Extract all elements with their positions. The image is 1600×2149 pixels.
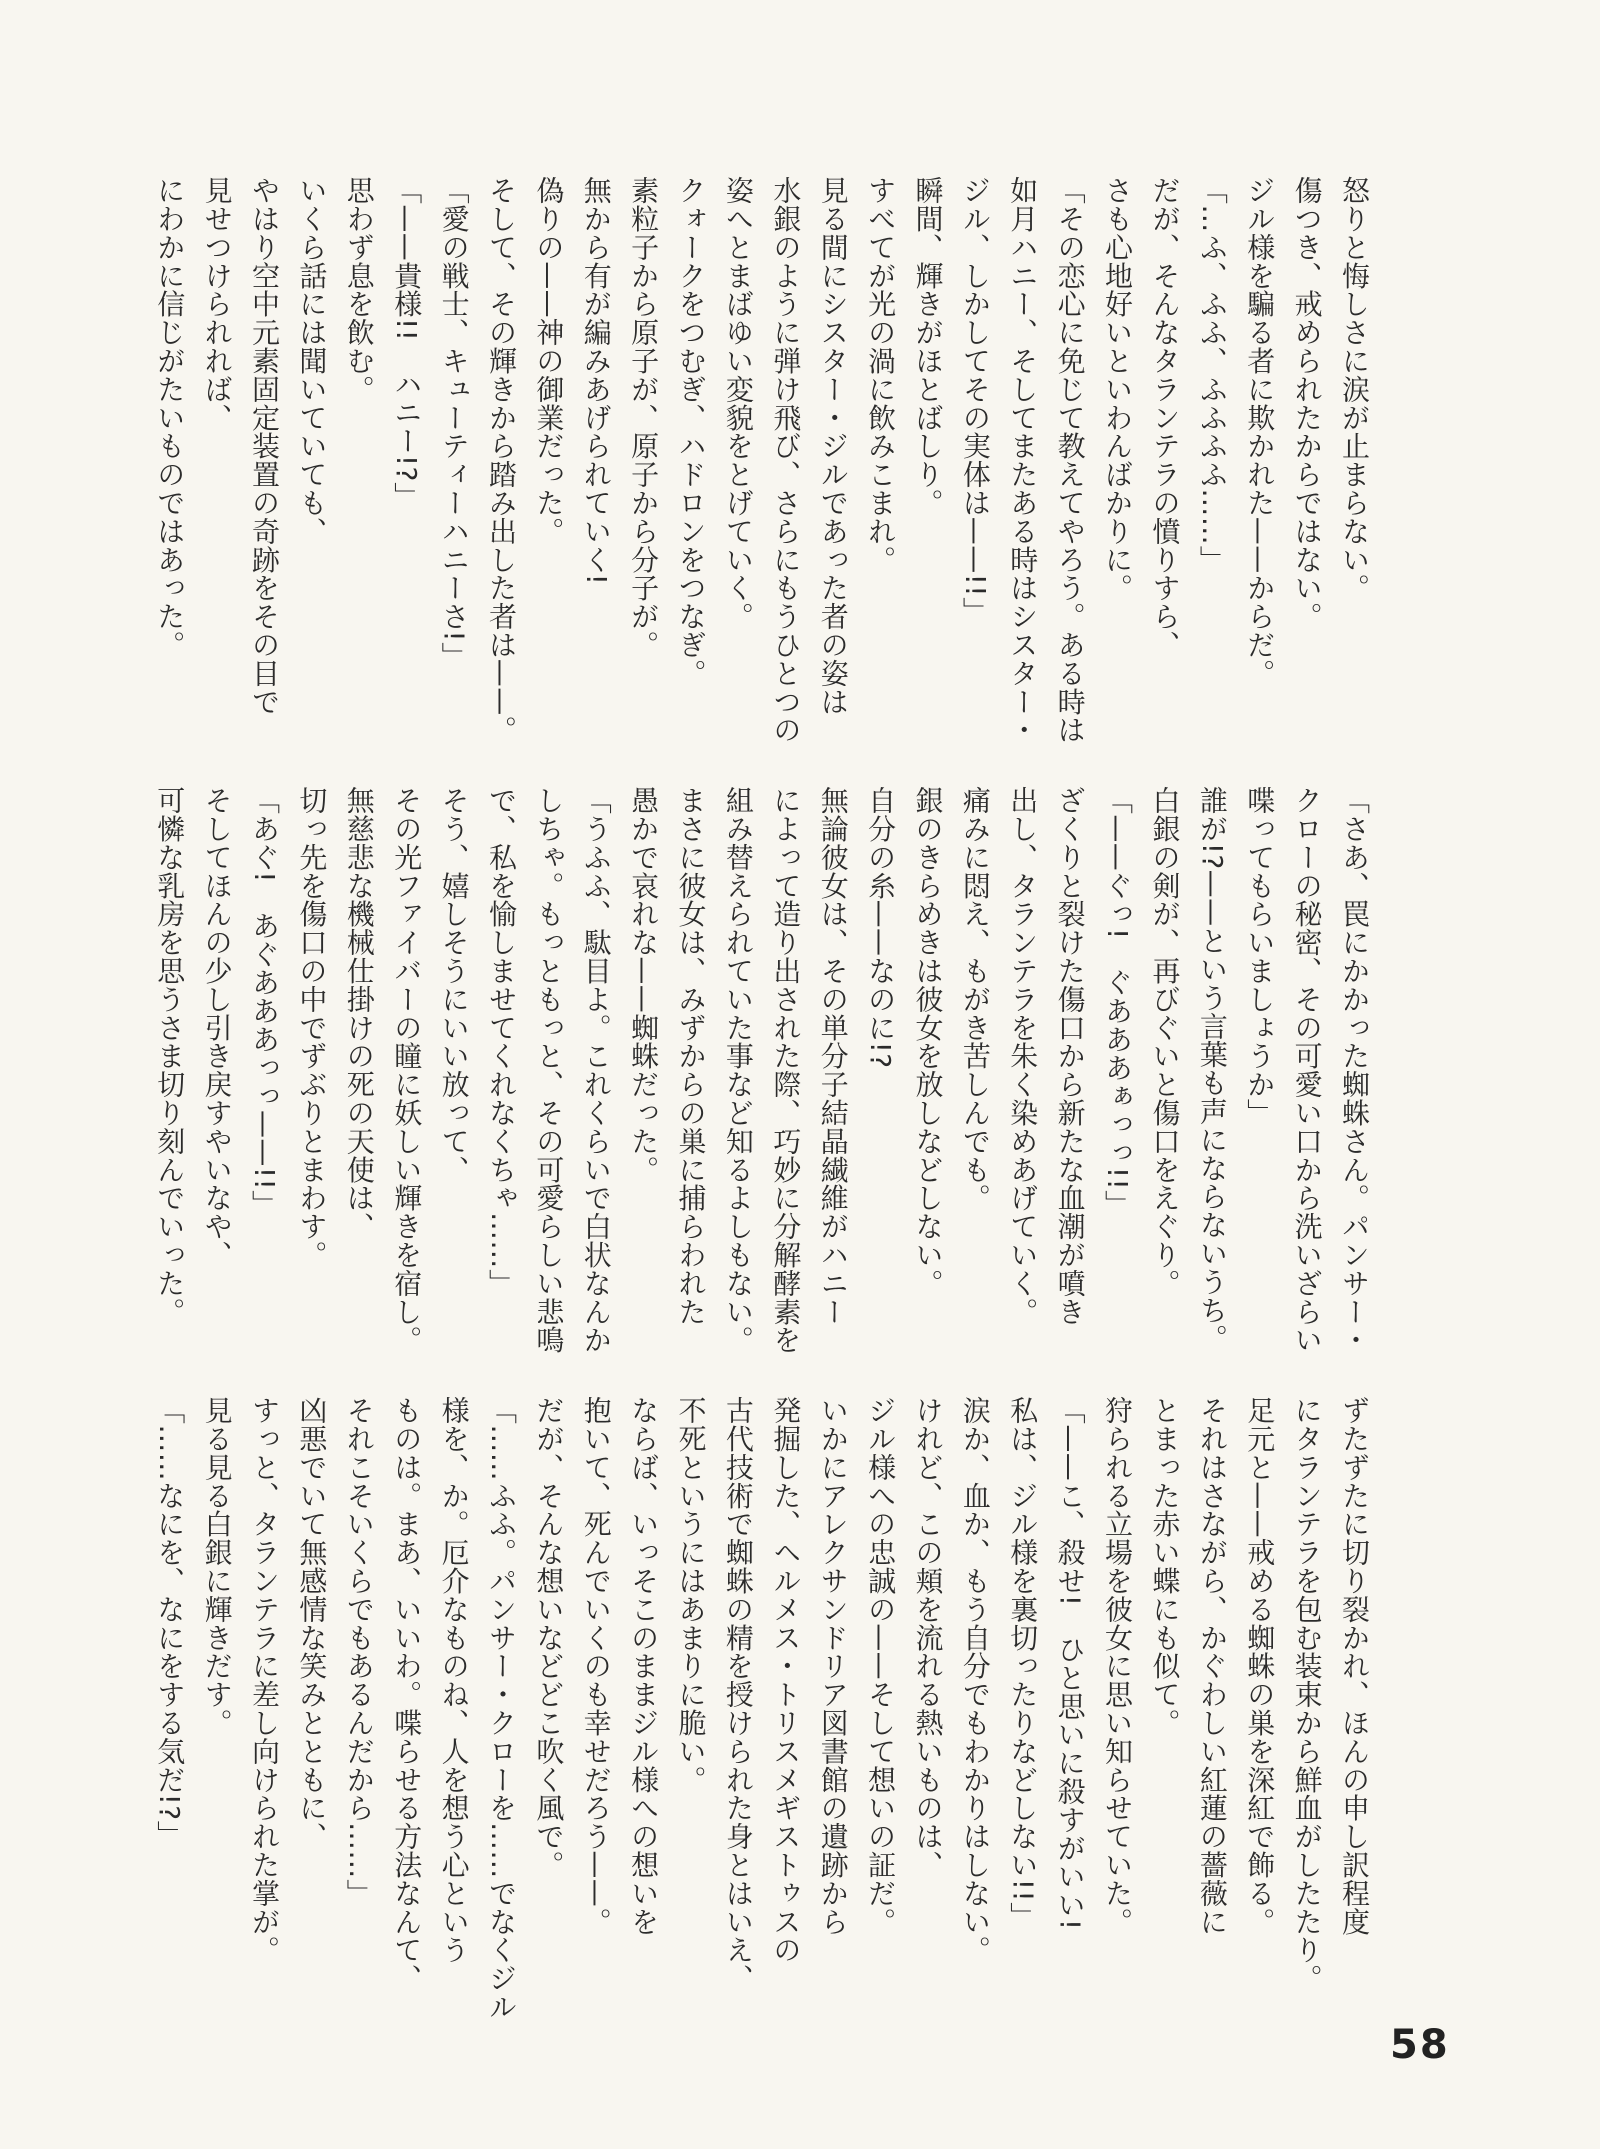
text-line: 水銀のように弾け飛び、さらにもうひとつの	[769, 176, 803, 744]
text-line: によって造り出された際、巧妙に分解酵素を	[769, 786, 803, 1354]
text-line: その光ファイバーの瞳に妖しい輝きを宿し。	[390, 786, 424, 1354]
text-line: 白銀の剣が、再びぐいと傷口をえぐり。	[1148, 786, 1182, 1298]
text-block-top	[145, 176, 1378, 776]
text-line: 瞬間、輝きがほとばしり。	[911, 176, 945, 517]
text-line: ものは。まあ、いいわ。喋らせる方法なんて、	[390, 1396, 424, 1993]
text-line: ジル様を騙る者に欺かれた——からだ。	[1243, 176, 1277, 688]
text-line: まさに彼女は、みずからの巣に捕らわれた	[674, 786, 708, 1326]
text-line: 傷つき、戒められたからではない。	[1290, 176, 1324, 631]
text-line: 古代技術で蜘蛛の精を授けられた身とはいえ、	[721, 1396, 755, 1993]
text-line: 痛みに悶え、もがき苦しんでも。	[958, 786, 992, 1212]
text-line: 怒りと悔しさに涙が止まらない。	[1338, 176, 1371, 602]
text-line: すっと、タランテラに差し向けられた掌が。	[248, 1396, 282, 1964]
text-line: そして、その輝きから踏み出した者は——。	[484, 176, 518, 744]
text-line: そしてほんの少し引き戻すやいなや、	[200, 786, 234, 1269]
text-line: 偽りの——神の御業だった。	[532, 176, 566, 546]
text-block-bottom	[145, 1396, 1378, 2026]
text-line: で、私を愉しませてくれなくちゃ……」	[484, 786, 518, 1298]
text-line: にわかに信じがたいものではあった。	[153, 176, 187, 659]
text-line: 無から有が編みあげられていく!	[579, 176, 613, 586]
text-line: とまった赤い蝶にも似て。	[1148, 1396, 1182, 1737]
text-line: 見る間にシスター・ジルであった者の姿は	[816, 176, 850, 716]
text-line: 「その恋心に免じて教えてやろう。ある時は	[1053, 176, 1087, 744]
text-line: 思わず息を飲む。	[342, 176, 376, 404]
text-line: やはり空中元素固定装置の奇跡をその目で	[248, 176, 282, 716]
text-line: ずたずたに切り裂かれ、ほんの申し訳程度	[1338, 1396, 1371, 1936]
text-line: 「——貴様!! ハニー!?」	[390, 176, 424, 511]
text-line: 狩られる立場を彼女に思い知らせていた。	[1101, 1396, 1135, 1936]
page-number: 58	[1390, 2022, 1450, 2068]
text-line: 「さあ、罠にかかった蜘蛛さん。パンサー・	[1338, 786, 1371, 1354]
text-line: 無論彼女は、その単分子結晶繊維がハニー	[816, 786, 850, 1326]
text-line: 見る見る白銀に輝きだす。	[200, 1396, 234, 1737]
text-line: それこそいくらでもあるんだから……」	[342, 1396, 376, 1908]
text-line: にタランテラを包む装束から鮮血がしたたり。	[1290, 1396, 1324, 1993]
text-line: クローの秘密、その可愛い口から洗いざらい	[1290, 786, 1324, 1354]
text-line: けれど、この頬を流れる熱いものは、	[911, 1396, 945, 1879]
text-line: 涙か、血か、もう自分でもわかりはしない。	[958, 1396, 992, 1964]
text-line: ジル、しかしてその実体は——!!」	[958, 176, 992, 626]
text-line: 切っ先を傷口の中でずぶりとまわす。	[295, 786, 329, 1269]
text-line: 「……ふふ。パンサー・クローを……でなくジル	[484, 1396, 518, 2021]
text-line: 抱いて、死んでいくのも幸せだろう——。	[579, 1396, 613, 1936]
text-line: それはさながら、かぐわしい紅蓮の薔薇に	[1195, 1396, 1229, 1936]
text-line: しちゃ。もっともっと、その可愛らしい悲鳴	[532, 786, 566, 1354]
text-line: 「——ぐっ! ぐあああぁっっ!!」	[1101, 786, 1135, 1219]
text-line: 「——こ、殺せ! ひと思いに殺すがいい!	[1053, 1396, 1087, 1931]
text-line: 如月ハニー、そしてまたある時はシスター・	[1006, 176, 1040, 744]
text-line: 銀のきらめきは彼女を放しなどしない。	[911, 786, 945, 1298]
text-line: 様を、か。厄介なものね、人を想う心という	[437, 1396, 471, 1964]
text-line: 姿へとまばゆい変貌をとげていく。	[721, 176, 755, 631]
text-line: いかにアレクサンドリア図書館の遺跡から	[816, 1396, 850, 1936]
text-line: すべてが光の渦に飲みこまれ。	[864, 176, 898, 574]
text-line: 「…ふ、ふふ、ふふふふ……」	[1195, 176, 1229, 574]
text-line: 愚かで哀れな——蜘蛛だった。	[627, 786, 661, 1184]
text-line: 「あぐ! あぐあああっっ——!!」	[248, 786, 282, 1219]
text-line: 誰が!?——という言葉も声にならないうち。	[1195, 786, 1229, 1353]
text-line: だが、そんな想いなどどこ吹く風で。	[532, 1396, 566, 1879]
text-line: ジル様への忠誠の——そして想いの証だ。	[864, 1396, 898, 1936]
text-block-middle	[145, 786, 1378, 1386]
text-line: さも心地好いといわんばかりに。	[1101, 176, 1135, 602]
text-line: 私は、ジル様を裏切ったりなどしない!!」	[1006, 1396, 1040, 1931]
text-line: だが、そんなタランテラの憤りすら、	[1148, 176, 1182, 659]
text-line: 見せつけられれば、	[200, 176, 234, 432]
text-line: そう、嬉しそうにいい放って、	[437, 786, 471, 1184]
text-line: 無慈悲な機械仕掛けの死の天使は、	[342, 786, 376, 1241]
text-line: 自分の糸——なのに!?	[864, 786, 898, 1069]
text-line: 不死というにはあまりに脆い。	[674, 1396, 708, 1794]
text-line: 喋ってもらいましょうか」	[1243, 786, 1277, 1127]
text-line: 出し、タランテラを朱く染めあげていく。	[1006, 786, 1040, 1326]
text-line: クォークをつむぎ、ハドロンをつなぎ。	[674, 176, 708, 688]
text-line: ざくりと裂けた傷口から新たな血潮が噴き	[1053, 786, 1087, 1326]
text-line: ならば、いっそこのままジル様への想いを	[627, 1396, 661, 1936]
text-line: 凶悪でいて無感情な笑みとともに、	[295, 1396, 329, 1851]
text-line: 可憐な乳房を思うさま切り刻んでいった。	[153, 786, 187, 1326]
text-line: いくら話には聞いていても、	[295, 176, 329, 546]
text-line: 「……なにを、なにをする気だ!?」	[153, 1396, 187, 1849]
text-line: 素粒子から原子が、原子から分子が。	[627, 176, 661, 659]
text-line: 発掘した、ヘルメス・トリスメギストゥスの	[769, 1396, 803, 1964]
text-line: 「愛の戦士、キューティーハニーさ!」	[437, 176, 471, 671]
text-line: 足元と——戒める蜘蛛の巣を深紅で飾る。	[1243, 1396, 1277, 1936]
text-line: 「うふふ、駄目よ。これくらいで白状なんか	[579, 786, 613, 1354]
text-line: 組み替えられていた事など知るよしもない。	[721, 786, 755, 1354]
